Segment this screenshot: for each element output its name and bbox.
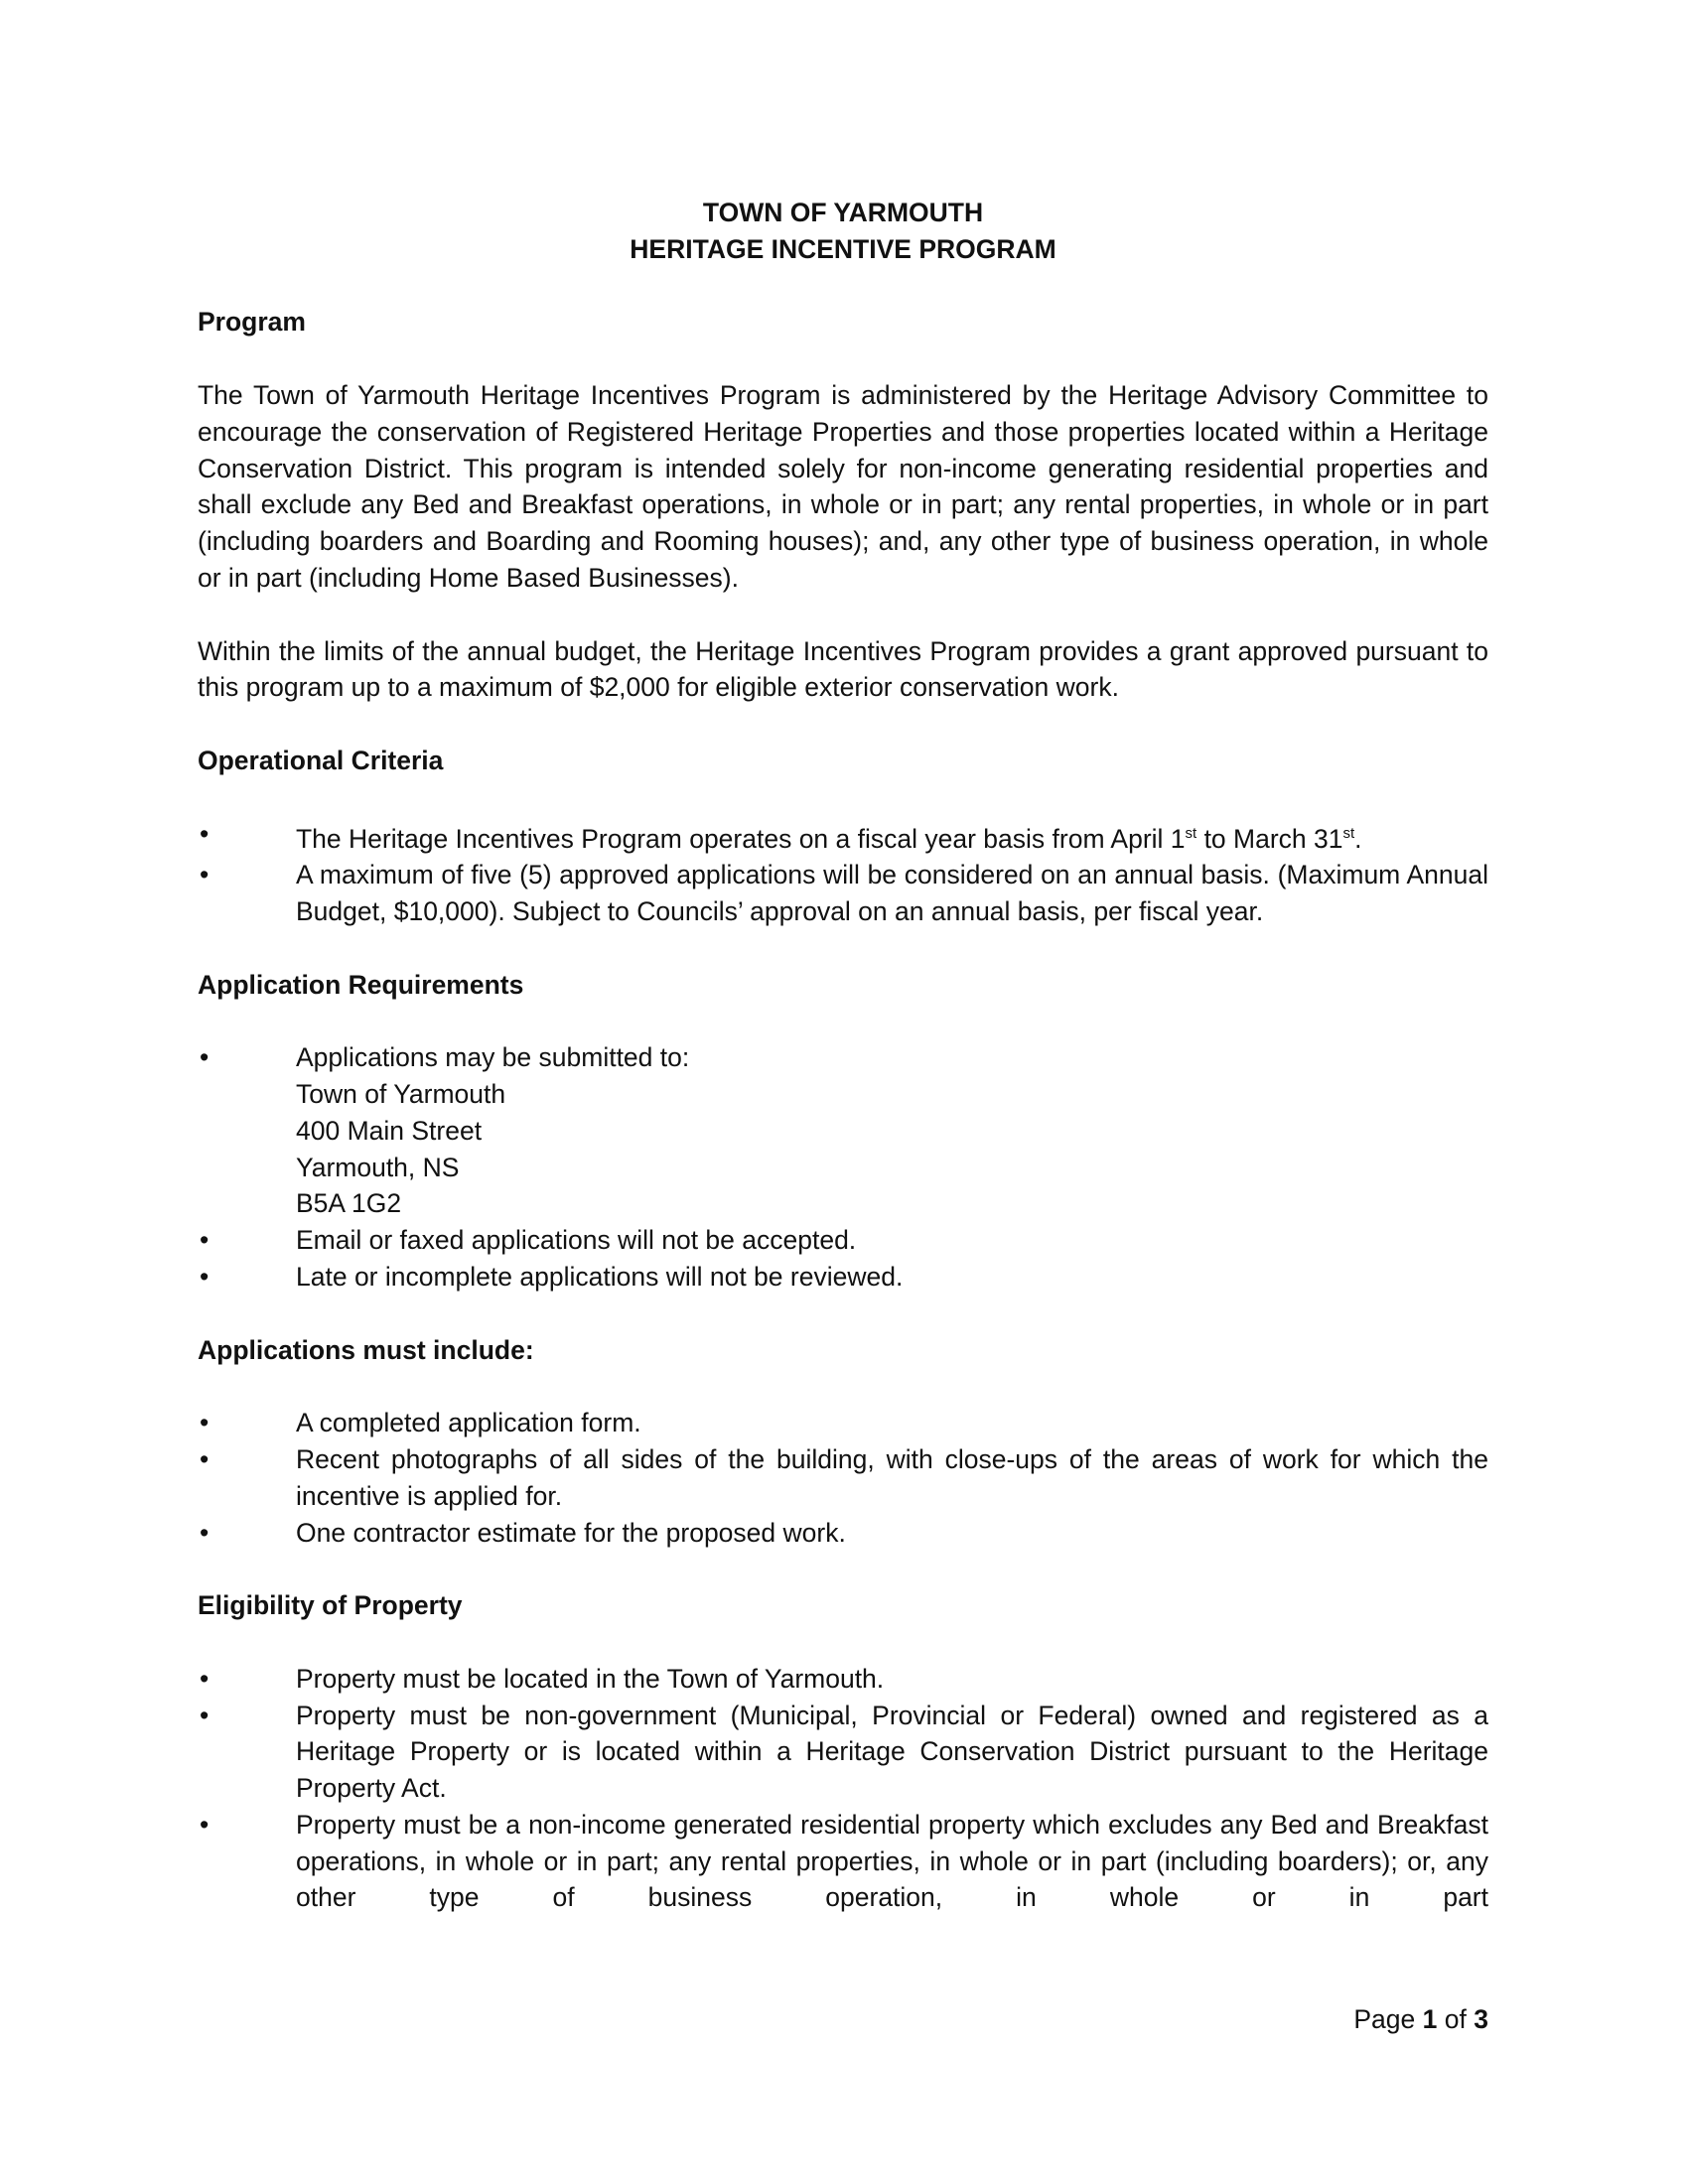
eligibility-heading: Eligibility of Property bbox=[198, 1590, 463, 1621]
program-heading: Program bbox=[198, 307, 306, 338]
bullet-icon: • bbox=[200, 1225, 210, 1256]
eligibility-list bbox=[198, 1661, 1488, 1917]
bullet-icon: • bbox=[200, 1408, 210, 1438]
title-line-1: TOWN OF YARMOUTH bbox=[702, 198, 984, 227]
program-paragraph-2: Within the limits of the annual budget, the Heritage Incentives Program provides a grant approved pursuant to this program up to a maximum of $2,000 for eligible exterior conservation work. bbox=[198, 635, 1488, 703]
bullet-icon: • bbox=[200, 1663, 210, 1694]
address-line: 400 Main Street bbox=[296, 1115, 483, 1146]
address-line: Town of Yarmouth bbox=[296, 1078, 506, 1109]
bullet-icon: • bbox=[200, 1700, 210, 1730]
document-title bbox=[198, 195, 1488, 268]
list-item: • The Heritage Incentives Program operates on a fiscal year basis from April 1st to March 31st. bbox=[198, 816, 1488, 858]
list-item: • One contractor estimate for the proposed work. bbox=[198, 1515, 1488, 1552]
list-item: • Email or faxed applications will not be accepted. bbox=[198, 1222, 1488, 1259]
requirements-list bbox=[198, 1039, 1488, 1296]
document-page bbox=[198, 195, 1488, 1916]
include-list bbox=[198, 1405, 1488, 1551]
bullet-icon: • bbox=[200, 1261, 210, 1292]
bullet-icon: • bbox=[200, 1809, 210, 1840]
program-paragraph-1: The Town of Yarmouth Heritage Incentives Program is administered by the Heritage Advisory Committee to encourage the conservation of Registered Heritage Properties and those properties located within a Heritage Conservation District. This program is intended solely for non-income generating residential properties and shall exclude any Bed and Breakfast operations, in whole or in part; any rental properties, in whole or in part (including boarders and Boarding and Rooming houses); and, any other type of business operation, in whole or in part (including Home Based Businesses). bbox=[198, 379, 1488, 593]
list-item: • Property must be non-government (Municipal, Provincial or Federal) owned and registered as a Heritage Property or is located within a Heritage Conservation District pursuant to the Heritage Property Act. bbox=[198, 1698, 1488, 1807]
list-item: • Applications may be submitted to: Town of Yarmouth 400 Main Street Yarmouth, NS B5A 1G2 bbox=[198, 1039, 1488, 1222]
operational-heading: Operational Criteria bbox=[198, 745, 444, 775]
list-item: • Late or incomplete applications will not be reviewed. bbox=[198, 1259, 1488, 1296]
title-line-2: HERITAGE INCENTIVE PROGRAM bbox=[630, 233, 1056, 264]
bullet-icon: • bbox=[200, 1443, 210, 1474]
bullet-icon: • bbox=[200, 1517, 210, 1548]
requirements-heading: Application Requirements bbox=[198, 969, 524, 1000]
list-item: • A maximum of five (5) approved applications will be considered on an annual basis. (Maximum Annual Budget, $10,000). Subject to Councils’ approval on an annual basis, per fiscal year. bbox=[198, 857, 1488, 930]
operational-list bbox=[198, 816, 1488, 930]
bullet-icon: • bbox=[200, 818, 210, 849]
address-line: Yarmouth, NS bbox=[296, 1152, 460, 1182]
page-number: Page 1 of 3 bbox=[1353, 2004, 1488, 2034]
list-item: • Recent photographs of all sides of the building, with close-ups of the areas of work for which the incentive is applied for. bbox=[198, 1441, 1488, 1515]
list-item: • Property must be a non-income generated residential property which excludes any Bed and Breakfast operations, in whole or in part; any rental properties, in whole or in part (including boarders); or, any other type of business operation, in whole or in part bbox=[198, 1807, 1488, 1916]
list-item: • A completed application form. bbox=[198, 1405, 1488, 1441]
address-line: B5A 1G2 bbox=[296, 1188, 402, 1219]
list-item: • Property must be located in the Town of Yarmouth. bbox=[198, 1661, 1488, 1698]
bullet-icon: • bbox=[200, 860, 210, 890]
bullet-icon: • bbox=[200, 1042, 210, 1073]
include-heading: Applications must include: bbox=[198, 1334, 534, 1365]
